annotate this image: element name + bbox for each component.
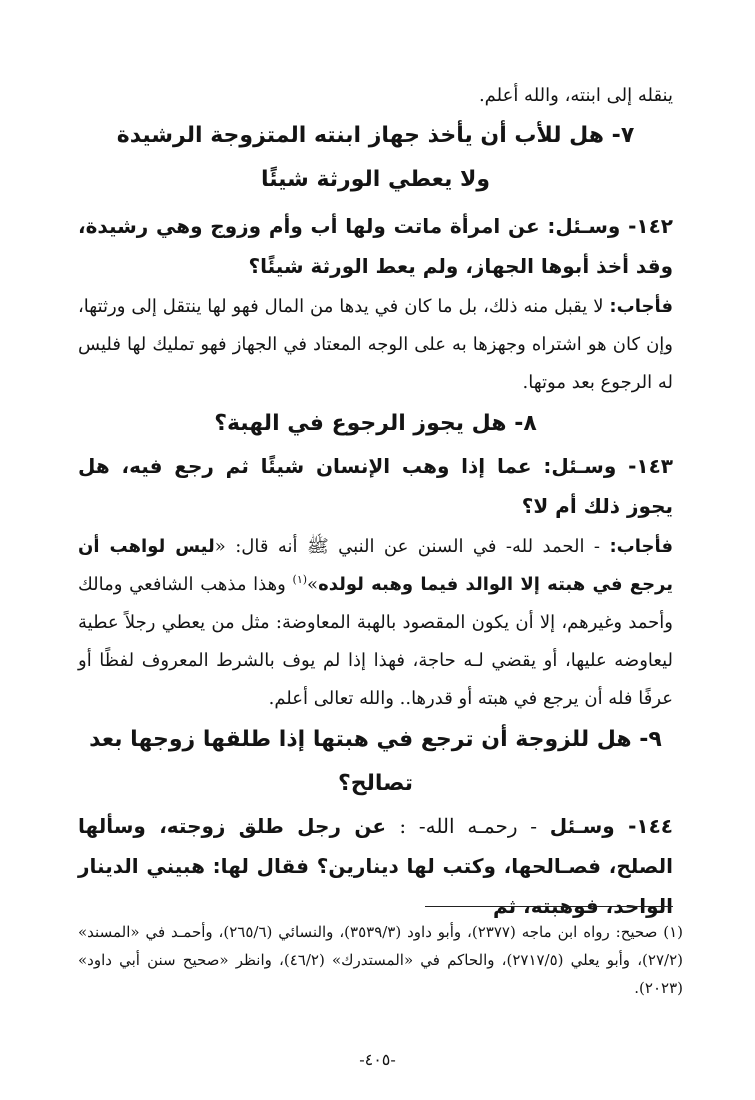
section-7-heading: [78, 114, 673, 202]
question-143-text: عما إذا وهب الإنسان شيئًا ثم رجع فيه، هل يجوز ذلك أم لا؟: [78, 454, 673, 518]
question-142-number: ١٤٢- وسـئل:: [547, 214, 674, 238]
footnote-ref: (١): [292, 573, 308, 586]
section-7-heading-line2: ولا يعطي الورثة شيئًا: [260, 167, 491, 192]
answer-142-lead: فأجاب:: [609, 296, 673, 317]
question-142: [78, 206, 673, 286]
question-143: [78, 446, 673, 526]
question-143-number: ١٤٣- وسـئل:: [543, 454, 673, 478]
question-144: [78, 806, 673, 926]
answer-143-part3: وهذا مذهب الشافعي ومالك وأحمد وغيرهم، إلا أن يكون المقصود بالهبة المعاوضة: مثل من يعطي رجلاً عطية ليعاوضه عليها، أو يقضي لـه حاجة، فهذا إذا لم يوف بالشرط المعروف لفظًا أو عرفًا فله أن يرجع في هبته أو قدرها.. والله تعالى أعلم.: [78, 574, 673, 709]
answer-142: [78, 288, 673, 402]
answer-142-text: لا يقبل منه ذلك، بل ما كان في يدها من المال فهو لها ينتقل إلى ورثتها، وإن كان هو اشتراه وجهزها به على الوجه المعتاد في الجهاز فهو تمليك لها فليس له الرجوع بعد موتها.: [78, 296, 673, 393]
answer-143: [78, 528, 673, 718]
question-144-text: عن رجل طلق زوجته، وسألها الصلح، فصـالحها، وكتب لها دينارين؟ فقال لها: هبيني الدينار الواحد، فوهبته، ثم: [78, 814, 673, 918]
question-144-mid: - رحمـه الله- :: [399, 814, 550, 838]
page-body: [78, 80, 673, 926]
answer-143-part2: »: [307, 574, 319, 595]
footnote-separator: [425, 906, 673, 907]
hadith-text: ليس لواهب أن يرجع في هبته إلا الوالد فيما وهبه لولده: [78, 536, 673, 595]
answer-143-lead: فأجاب:: [609, 536, 673, 557]
question-144-number: ١٤٤- وسـئل: [549, 814, 673, 838]
answer-143-part1: - الحمد لله- في السنن عن النبي ﷺ أنه قال: «: [214, 536, 600, 557]
page-number: -٤٠٥-: [359, 1050, 396, 1069]
intro-line: ينقله إلى ابنته، والله أعلم.: [478, 85, 673, 106]
footnote: (١) صحيح: رواه ابن ماجه (٢٣٧٧)، وأبو داود (٣٥٣٩/٣)، والنسائي (٢٦٥/٦)، وأحمـد في «المسند» (٢٧/٢)، وأبو يعلي (٢٧١٧/٥)، والحاكم في «المستدرك» (٤٦/٢)، وانظر «صحيح سنن أبي داود» (٢٠٢٣).: [78, 923, 684, 997]
section-9-heading: ٩- هل للزوجة أن ترجع في هبتها إذا طلقها زوجها بعد تصالح؟: [89, 727, 662, 796]
section-8-heading: ٨- هل يجوز الرجوع في الهبة؟: [214, 411, 537, 436]
section-7-heading-line1: ٧- هل للأب أن يأخذ جهاز ابنته المتزوجة الرشيدة: [116, 123, 635, 148]
question-142-text: عن امرأة ماتت ولها أب وأم وزوج وهي رشيدة، وقد أخذ أبوها الجهاز، ولم يعط الورثة شيئًا؟: [78, 214, 673, 278]
